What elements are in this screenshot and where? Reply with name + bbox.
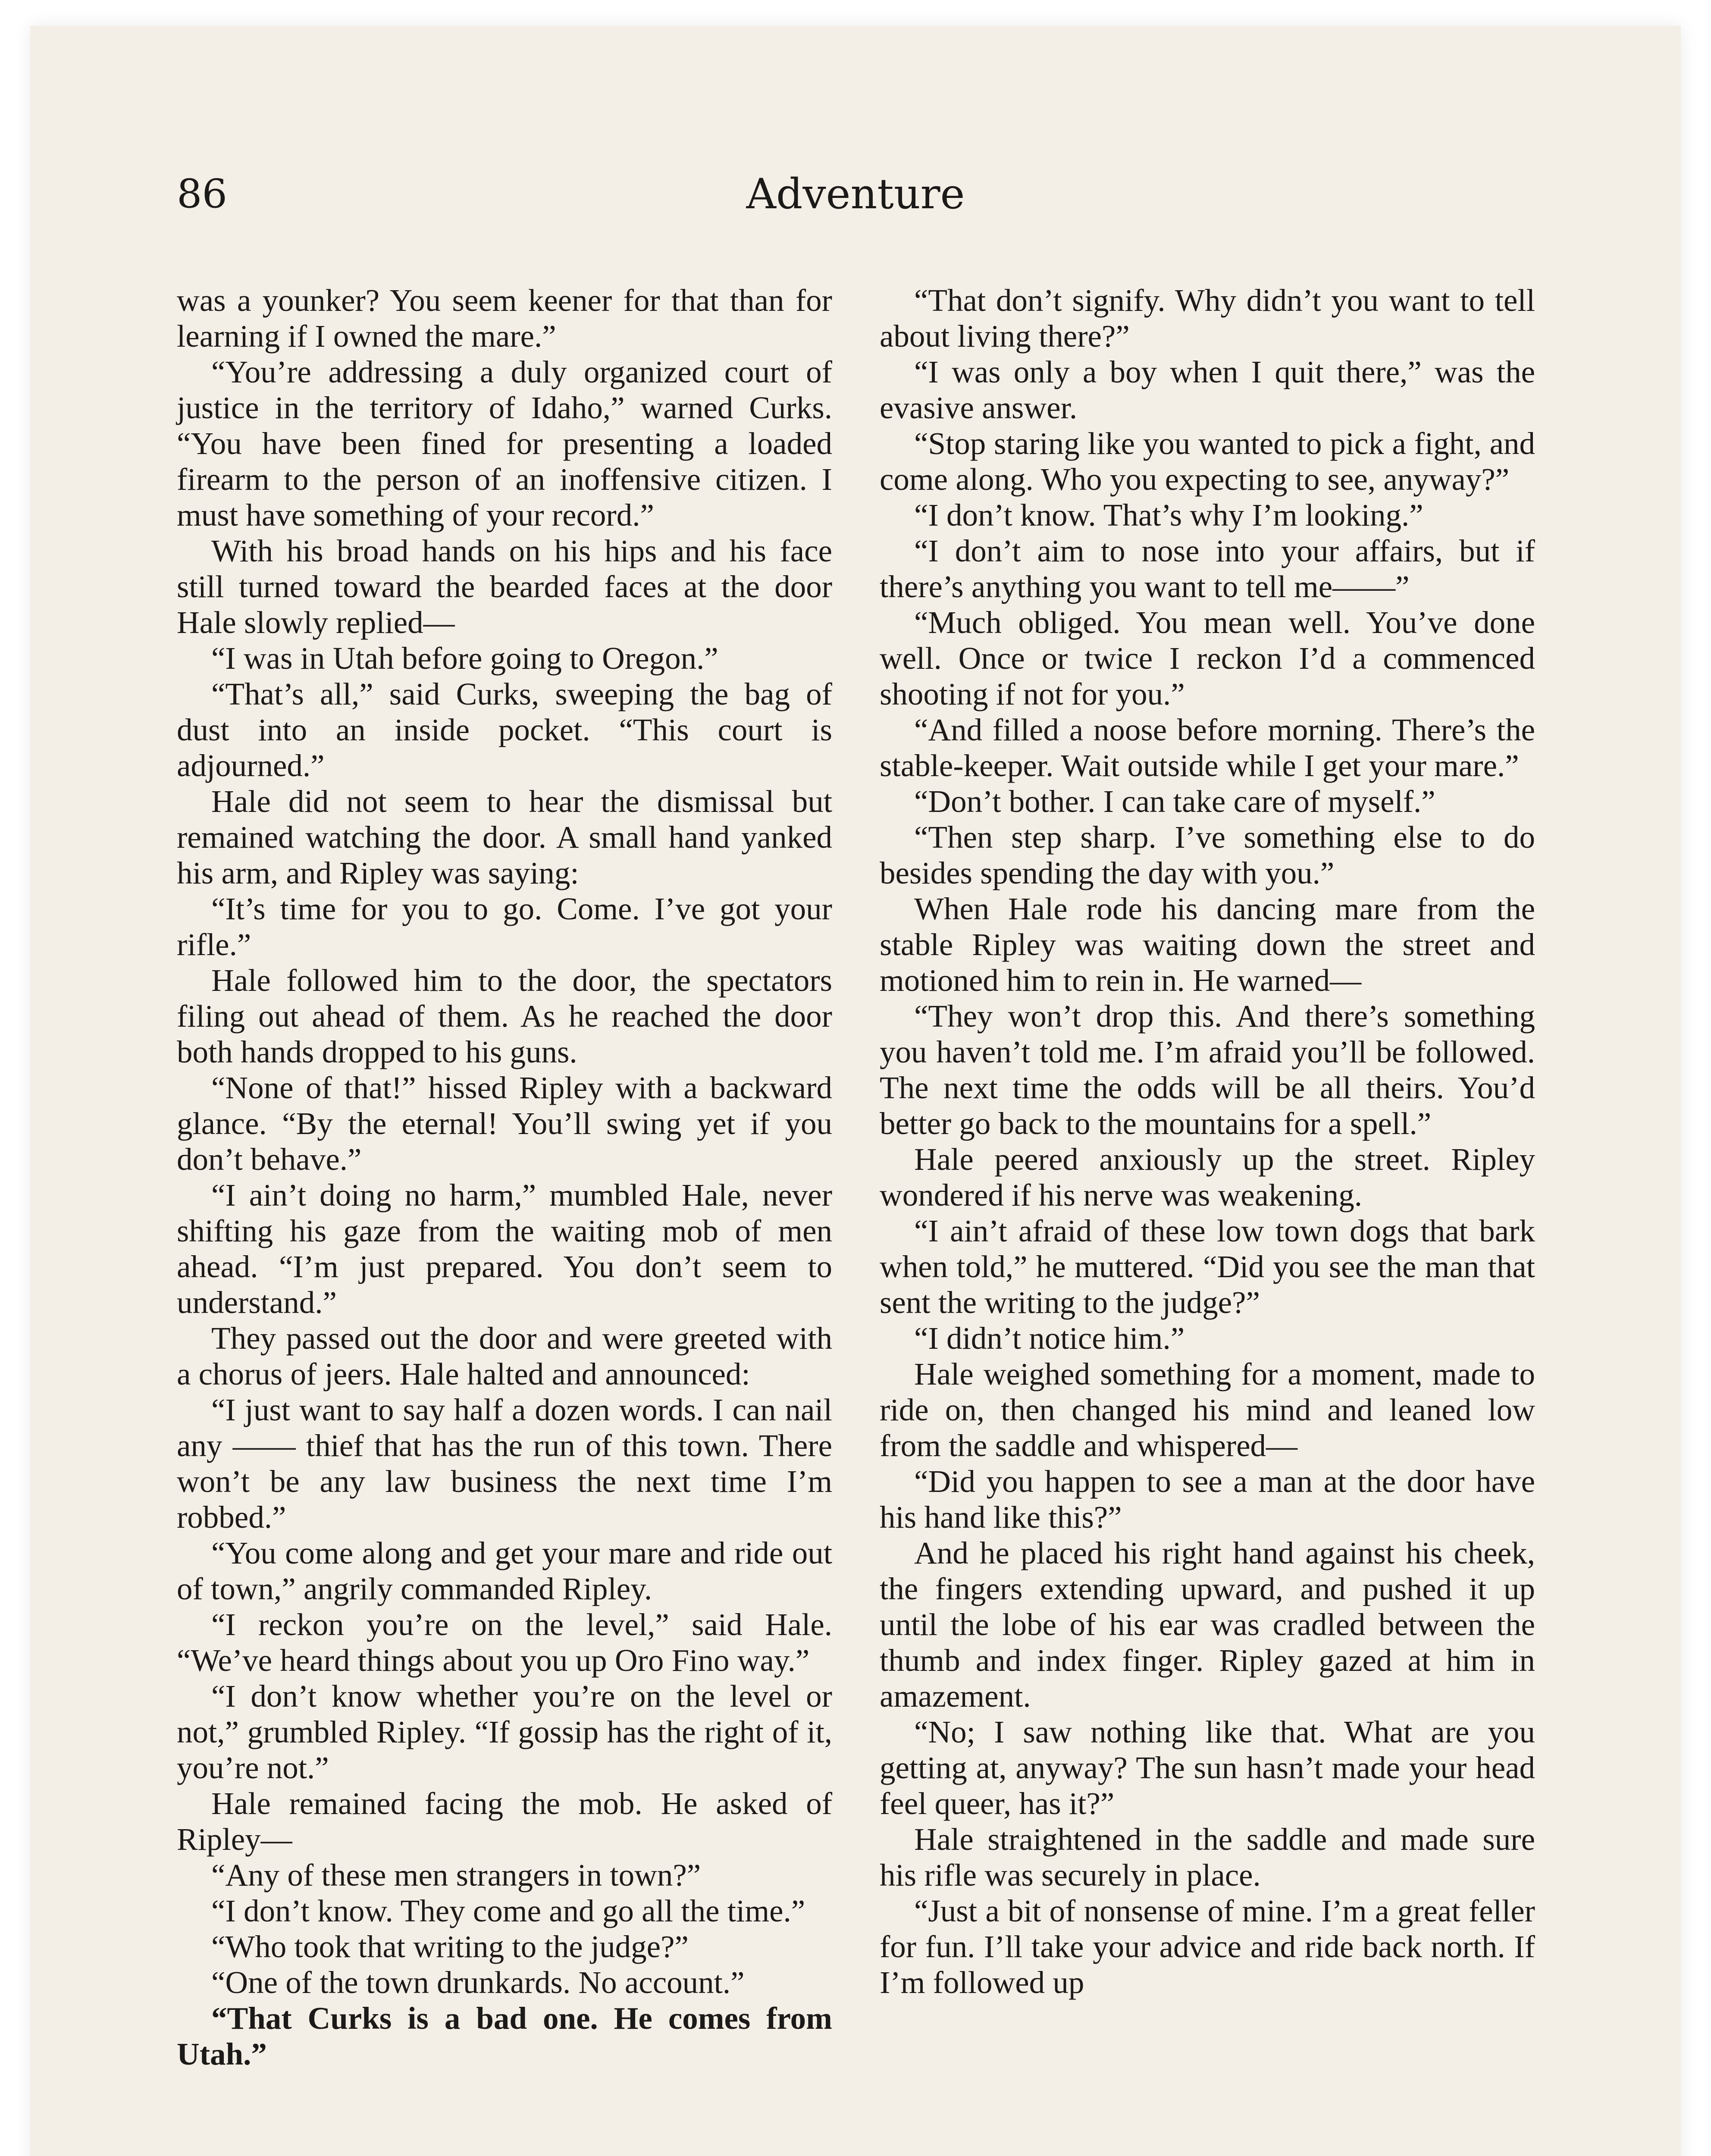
- paragraph: “No; I saw nothing like that. What are you getting at, anyway? The sun hasn’t made your head feel queer, has it?”: [880, 1714, 1535, 1821]
- paragraph: “I ain’t afraid of these low town dogs that bark when told,” he muttered. “Did you see the man that sent the writing to the judge?”: [880, 1213, 1535, 1320]
- paragraph: “I don’t aim to nose into your affairs, but if there’s anything you want to tell me——”: [880, 533, 1535, 604]
- paragraph: “I don’t know whether you’re on the level or not,” grumbled Ripley. “If gossip has the right of it, you’re not.”: [177, 1679, 832, 1785]
- paragraph: Hale straightened in the saddle and made sure his rifle was securely in place.: [880, 1822, 1535, 1893]
- paragraph: “I was in Utah before going to Oregon.”: [211, 641, 718, 676]
- page-number: 86: [177, 171, 228, 217]
- paragraph: “Don’t bother. I can take care of myself.”: [914, 784, 1435, 819]
- paragraph: “I don’t know. That’s why I’m looking.”: [914, 498, 1423, 533]
- paragraph: Hale remained facing the mob. He asked of Ripley—: [177, 1786, 832, 1857]
- paragraph: With his broad hands on his hips and his face still turned toward the bearded faces at the door Hale slowly replied—: [177, 533, 832, 640]
- paragraph: Hale followed him to the door, the spectators filing out ahead of them. As he reached the door both hands dropped to his guns.: [177, 963, 832, 1069]
- paragraph: “One of the town drunkards. No account.”: [211, 1965, 745, 2000]
- paragraph: Hale peered anxiously up the street. Ripley wondered if his nerve was weakening.: [880, 1142, 1535, 1213]
- paragraph: “I ain’t doing no harm,” mumbled Hale, never shifting his gaze from the waiting mob of men ahead. “I’m just prepared. You don’t seem to understand.”: [177, 1178, 832, 1320]
- paragraph: They passed out the door and were greeted with a chorus of jeers. Hale halted and announced:: [177, 1321, 832, 1391]
- paragraph: “That’s all,” said Curks, sweeping the bag of dust into an inside pocket. “This court is adjourned.”: [177, 677, 832, 783]
- paragraph: “I reckon you’re on the level,” said Hale. “We’ve heard things about you up Oro Fino way.”: [177, 1607, 832, 1678]
- paragraph: “They won’t drop this. And there’s something you haven’t told me. I’m afraid you’ll be followed. The next time the odds will be all theirs. You’d better go back to the mountains for a spell.”: [880, 999, 1535, 1141]
- paragraph: “And filled a noose before morning. There’s the stable-keeper. Wait outside while I get your mare.”: [880, 712, 1535, 783]
- paragraph: Hale did not seem to hear the dismissal but remained watching the door. A small hand yanked his arm, and Ripley was saying:: [177, 784, 832, 890]
- paragraph: “I didn’t notice him.”: [914, 1321, 1185, 1356]
- paragraph: was a younker? You seem keener for that than for learning if I owned the mare.”: [177, 283, 832, 354]
- paragraph: “Then step sharp. I’ve something else to do besides spending the day with you.”: [880, 820, 1535, 890]
- paragraph: “Any of these men strangers in town?”: [211, 1858, 701, 1893]
- page-header: [30, 168, 1681, 233]
- paragraph: “That Curks is a bad one. He comes from Utah.”: [177, 2001, 832, 2071]
- paragraph: “It’s time for you to go. Come. I’ve got your rifle.”: [177, 891, 832, 962]
- paragraph: “Who took that writing to the judge?”: [211, 1929, 689, 1964]
- paragraph: “Stop staring like you wanted to pick a fight, and come along. Who you expecting to see, anyway?”: [880, 426, 1535, 497]
- paragraph: Hale weighed something for a moment, made to ride on, then changed his mind and leaned low from the saddle and whispered—: [880, 1357, 1535, 1463]
- paragraph: “Much obliged. You mean well. You’ve done well. Once or twice I reckon I’d a commenced shooting if not for you.”: [880, 605, 1535, 711]
- paragraph: “None of that!” hissed Ripley with a backward glance. “By the eternal! You’ll swing yet if you don’t behave.”: [177, 1070, 832, 1177]
- paragraph: “Just a bit of nonsense of mine. I’m a great feller for fun. I’ll take your advice and ride back north. If I’m followed up: [880, 1893, 1535, 2000]
- paragraph: “You come along and get your mare and ride out of town,” angrily commanded Ripley.: [177, 1536, 832, 1606]
- paragraph: “I just want to say half a dozen words. I can nail any —— thief that has the run of this town. There won’t be any law business the next time I’m robbed.”: [177, 1392, 832, 1535]
- paragraph: “I was only a boy when I quit there,” was the evasive answer.: [880, 354, 1535, 425]
- running-title: Adventure: [746, 170, 965, 218]
- magazine-page: [30, 26, 1681, 2156]
- paragraph: And he placed his right hand against his cheek, the fingers extending upward, and pushed it up until the lobe of his ear was cradled between the thumb and index finger. Ripley gazed at him in amazement.: [880, 1536, 1535, 1714]
- paragraph: “I don’t know. They come and go all the time.”: [211, 1893, 805, 1928]
- right-column: [880, 282, 1535, 2000]
- paragraph: “You’re addressing a duly organized court of justice in the territory of Idaho,” warned Curks. “You have been fined for presenting a loaded firearm to the person of an inoffensive citizen. I must have something of your record.”: [177, 354, 832, 533]
- paragraph: “Did you happen to see a man at the door have his hand like this?”: [880, 1464, 1535, 1535]
- paragraph: “That don’t signify. Why didn’t you want to tell about living there?”: [880, 283, 1535, 354]
- left-column: [177, 282, 832, 2072]
- paragraph: When Hale rode his dancing mare from the stable Ripley was waiting down the street and motioned him to rein in. He warned—: [880, 891, 1535, 998]
